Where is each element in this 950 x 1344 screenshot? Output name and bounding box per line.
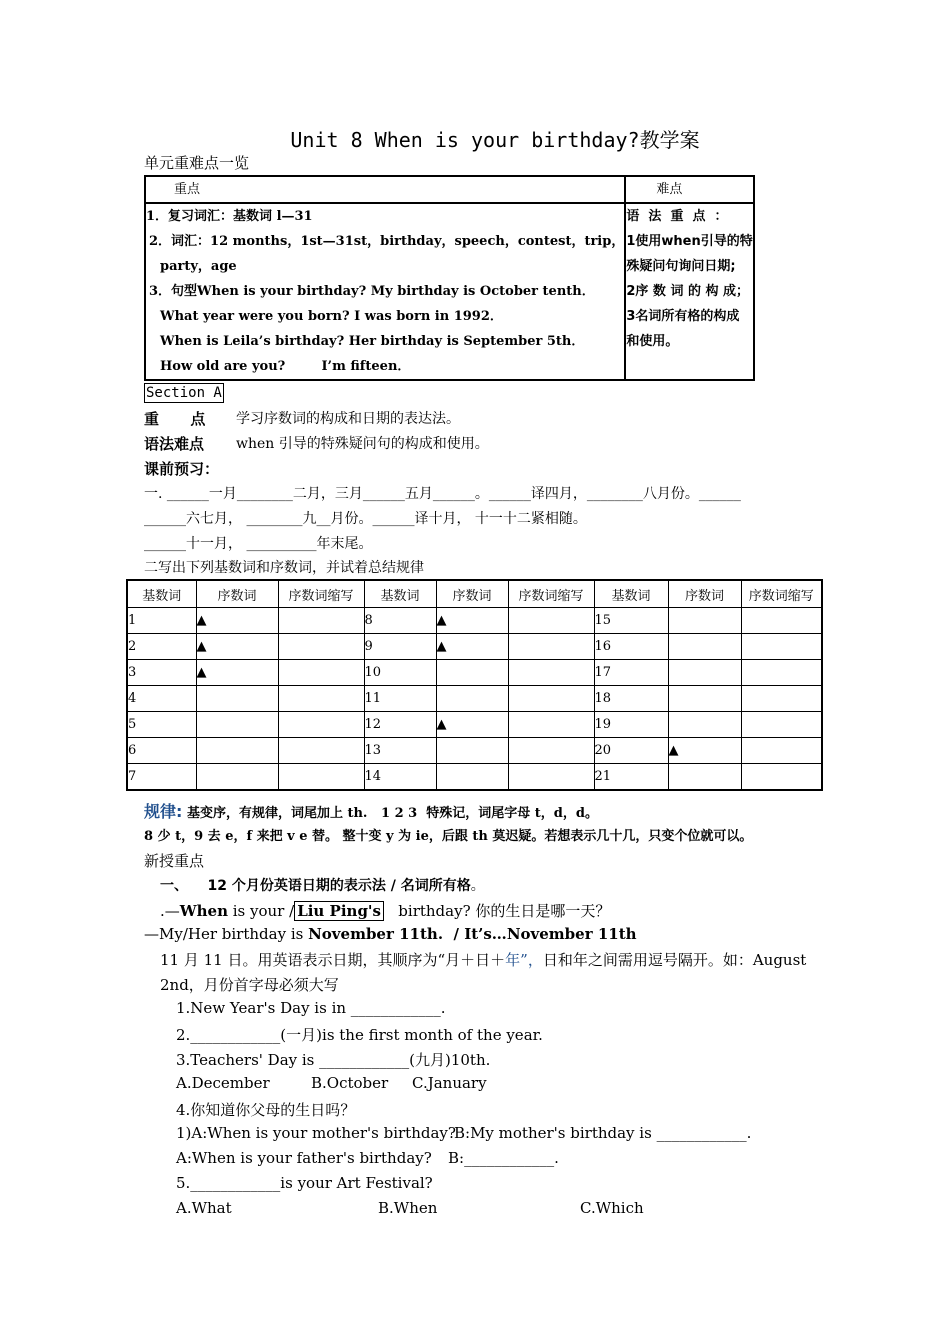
difficult-point: 殊疑问句询问日期; xyxy=(626,259,736,274)
number-table-header: 序数词 xyxy=(668,580,741,608)
number-table-cell: 20 xyxy=(594,738,668,764)
rules-text-1: 基变序，有规律，词尾加上 th. 1 2 3 特殊记，词尾字母 t，d，d。 xyxy=(186,806,598,821)
number-table-cell: ▲ xyxy=(196,660,278,686)
a-mid: . / xyxy=(437,925,465,943)
ex4-q2: A:When is your father's birthday? xyxy=(176,1149,432,1167)
ex3-option-c: C.January xyxy=(412,1074,487,1092)
key-point: What year were you born? I was born in 1992． xyxy=(160,309,503,324)
ex4-a1: B:My mother's birthday is ____________. xyxy=(454,1124,752,1142)
ex3-option-b: B.October xyxy=(311,1074,389,1092)
exercise-3: 3.Teachers' Day is ____________(九月)10th. xyxy=(176,1051,491,1069)
number-table-cell: 3 xyxy=(127,660,196,686)
number-table-cell: 21 xyxy=(594,764,668,791)
explain-1: 11 月 11 日。用英语表示日期，其顺序为“月＋日＋ xyxy=(160,951,506,969)
ex3-option-a: A.December xyxy=(176,1074,270,1092)
a-prefix: —My/Her birthday is xyxy=(144,925,309,943)
answer-line xyxy=(144,925,637,943)
q-prefix: .— xyxy=(160,902,180,920)
number-table-header: 序数词缩写 xyxy=(508,580,594,608)
number-table-cell: 17 xyxy=(594,660,668,686)
rules-line-1 xyxy=(144,799,598,822)
number-table-cell xyxy=(508,738,594,764)
number-table-cell xyxy=(196,712,278,738)
a-bold-1: November 11th xyxy=(308,925,438,943)
number-table-cell xyxy=(508,660,594,686)
q-end: birthday? 你的生日是哪一天？ xyxy=(383,902,611,920)
ex4-q1: 1)A:When is your mother's birthday? xyxy=(176,1124,456,1142)
q-when: When xyxy=(179,902,228,920)
grammar-text: when 引导的特殊疑问句的构成和使用。 xyxy=(236,436,489,452)
preview-line: 一. ______一月________二月，三月______五月______。______译四月，________八月份。______ xyxy=(144,486,741,502)
number-table-header: 序数词 xyxy=(196,580,278,608)
a-its: It’s… xyxy=(464,925,507,943)
exercise-5: 5.____________is your Art Festival? xyxy=(176,1174,433,1192)
key-point: 1．复习词汇：基数词 l—31 xyxy=(146,209,313,224)
number-table-cell: ▲ xyxy=(196,608,278,634)
focus-label: 重 点 xyxy=(144,410,206,428)
exercise-4: 4.你知道你父母的生日吗？ xyxy=(176,1101,356,1119)
number-table-cell: 2 xyxy=(127,634,196,660)
number-table-row xyxy=(127,712,822,738)
number-table-header: 基数词 xyxy=(594,580,668,608)
number-table-cell xyxy=(436,660,508,686)
question-line xyxy=(160,900,610,921)
number-table-cell: 10 xyxy=(364,660,436,686)
number-table-cell xyxy=(741,764,822,791)
number-table-cell xyxy=(741,660,822,686)
number-table-cell: 5 xyxy=(127,712,196,738)
q-boxed-name: Liu Ping's xyxy=(294,901,384,921)
number-table-header: 基数词 xyxy=(127,580,196,608)
number-table-cell xyxy=(668,712,741,738)
number-table-cell xyxy=(278,608,364,634)
number-table-cell xyxy=(508,608,594,634)
number-table-cell: 19 xyxy=(594,712,668,738)
explain-line xyxy=(160,949,806,970)
exercise2-heading: 二写出下列基数词和序数词，并试着总结规律 xyxy=(144,560,424,576)
number-table-cell: 16 xyxy=(594,634,668,660)
number-table-cell xyxy=(278,660,364,686)
number-table-cell: 9 xyxy=(364,634,436,660)
number-table-cell xyxy=(668,764,741,791)
number-table-cell xyxy=(508,686,594,712)
number-table-cell: 15 xyxy=(594,608,668,634)
number-table-cell: ▲ xyxy=(668,738,741,764)
key-point: When is Leila’s birthday? Her birthday is September 5th． xyxy=(160,334,585,349)
difficult-point: 3名词所有格的构成 xyxy=(626,309,740,324)
overview-header-key: 重点 xyxy=(145,176,625,203)
number-table-row xyxy=(127,738,822,764)
number-table-cell xyxy=(741,738,822,764)
number-table-cell xyxy=(278,712,364,738)
key-point: party，age xyxy=(160,259,237,274)
key-points-cell xyxy=(145,203,625,380)
number-table xyxy=(126,579,823,791)
number-table-cell: 4 xyxy=(127,686,196,712)
number-table-cell xyxy=(508,712,594,738)
number-table-cell: 1 xyxy=(127,608,196,634)
point1-end: 。 xyxy=(470,878,485,894)
number-table-cell xyxy=(741,712,822,738)
number-table-header: 序数词 xyxy=(436,580,508,608)
number-table-cell xyxy=(741,634,822,660)
difficult-point: 语 法 重 点 ： xyxy=(626,209,728,224)
explain-3: 2nd，月份首字母必须大写 xyxy=(160,976,339,994)
overview-table xyxy=(144,175,755,381)
exercise-1: 1.New Year's Day is in ____________. xyxy=(176,999,446,1017)
page-title: Unit 8 When is your birthday?教学案 xyxy=(290,128,700,152)
number-table-cell xyxy=(668,660,741,686)
number-table-cell: 13 xyxy=(364,738,436,764)
number-table-cell xyxy=(508,764,594,791)
number-table-cell: 11 xyxy=(364,686,436,712)
ex4-a2: B:____________. xyxy=(448,1149,559,1167)
section-a-label: Section A xyxy=(146,385,222,401)
explain-blue: 年”， xyxy=(505,951,543,969)
a-bold-2: November 11th xyxy=(506,925,637,943)
number-table-row xyxy=(127,764,822,791)
explain-2: 日和年之间需用逗号隔开。如：August xyxy=(542,951,807,969)
rules-label: 规律: xyxy=(144,802,183,821)
overview-header-difficult: 难点 xyxy=(656,182,683,197)
number-table-cell xyxy=(668,634,741,660)
key-point: 3．句型When is your birthday? My birthday is October tenth． xyxy=(149,284,595,299)
number-table-cell: 14 xyxy=(364,764,436,791)
overview-heading: 单元重难点一览 xyxy=(144,154,250,172)
ex5-option-b: B.When xyxy=(378,1199,438,1217)
preview-line: ______十一月， __________年末尾。 xyxy=(144,536,373,552)
difficult-points-cell xyxy=(625,203,753,380)
number-table-cell xyxy=(278,686,364,712)
number-table-cell xyxy=(196,764,278,791)
grammar-label: 语法难点 xyxy=(144,435,205,453)
number-table-cell xyxy=(741,608,822,634)
number-table-cell: ▲ xyxy=(436,634,508,660)
point1-text: 一、 12 个月份英语日期的表示法 / 名词所有格 xyxy=(160,878,471,894)
number-table-cell: ▲ xyxy=(436,608,508,634)
number-table-cell: 6 xyxy=(127,738,196,764)
exercise-2: 2.____________(一月)is the first month of the year. xyxy=(176,1026,543,1044)
ex5-option-c: C.Which xyxy=(580,1199,644,1217)
rules-text-2: 8 少 t，9 去 e，f 来把 v e 替。 整十变 y 为 ie，后跟 th 莫迟疑。若想表示几十几，只变个位就可以。 xyxy=(144,829,753,844)
number-table-cell xyxy=(196,738,278,764)
number-table-header: 序数词缩写 xyxy=(278,580,364,608)
number-table-header: 序数词缩写 xyxy=(741,580,822,608)
number-table-cell xyxy=(278,634,364,660)
number-table-header: 基数词 xyxy=(364,580,436,608)
focus-text: 学习序数词的构成和日期的表达法。 xyxy=(236,411,460,427)
number-table-row xyxy=(127,660,822,686)
number-table-row xyxy=(127,634,822,660)
difficult-point: 和使用。 xyxy=(626,334,679,349)
new-lesson-heading: 新授重点 xyxy=(144,852,205,870)
number-table-cell: 18 xyxy=(594,686,668,712)
key-point: How old are you? I’m fifteen． xyxy=(160,359,411,374)
difficult-point: 1使用when引导的特 xyxy=(626,234,753,249)
number-table-row xyxy=(127,686,822,712)
preview-line: ______六七月， ________九__月份。______译十月， 十一十二紧相随。 xyxy=(144,511,587,527)
number-table-cell: 12 xyxy=(364,712,436,738)
number-table-row xyxy=(127,608,822,634)
number-table-cell: 7 xyxy=(127,764,196,791)
point1 xyxy=(160,875,485,895)
number-table-cell xyxy=(668,686,741,712)
difficult-point: 2序 数 词 的 构 成； xyxy=(626,284,750,299)
number-table-cell xyxy=(278,764,364,791)
number-table-cell: ▲ xyxy=(196,634,278,660)
q-mid: is your / xyxy=(227,902,295,920)
number-table-cell: ▲ xyxy=(436,712,508,738)
number-table-cell: 8 xyxy=(364,608,436,634)
number-table-cell xyxy=(436,686,508,712)
number-table-cell xyxy=(668,608,741,634)
number-table-cell xyxy=(196,686,278,712)
number-table-cell xyxy=(436,738,508,764)
key-point: 2．词汇：12 months，1st—31st，birthday，speech，contest，trip， xyxy=(149,234,625,249)
number-table-cell xyxy=(741,686,822,712)
number-table-cell xyxy=(278,738,364,764)
ex5-option-a: A.What xyxy=(176,1199,232,1217)
preview-label: 课前预习： xyxy=(144,460,220,478)
number-table-cell xyxy=(508,634,594,660)
number-table-cell xyxy=(436,764,508,791)
